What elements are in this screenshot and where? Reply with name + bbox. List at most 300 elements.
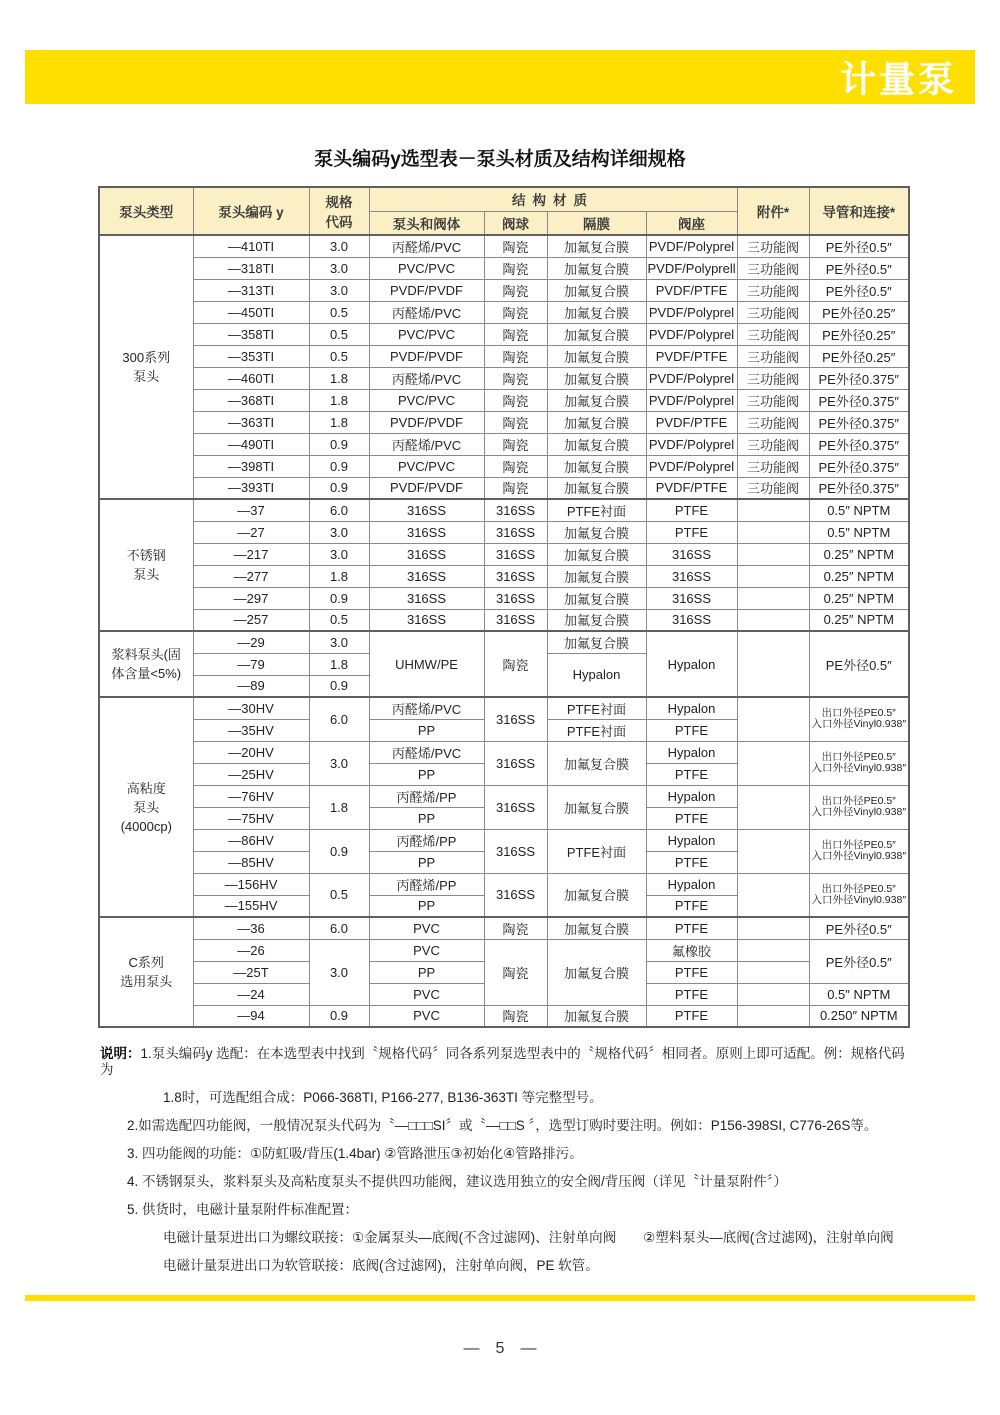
table-cell: PTFE <box>646 983 737 1005</box>
table-cell: PVDF/Polyprel <box>646 367 737 389</box>
table-cell-line: 入口外径Vinyl0.938″ <box>811 893 907 906</box>
table-cell: Hypalon <box>646 873 737 895</box>
table-cell: 316SS <box>646 565 737 587</box>
table-cell: 丙醛烯/PVC <box>369 367 484 389</box>
table-row <box>99 631 909 653</box>
table-cell: 三功能阀 <box>737 433 809 455</box>
table-cell: PE外径0.5″ <box>809 235 909 257</box>
table-cell: PP <box>369 807 484 829</box>
table-cell: —363TI <box>193 411 309 433</box>
table-cell: 加氟复合膜 <box>547 587 646 609</box>
table-cell: 丙醛烯/PVC <box>369 433 484 455</box>
table-cell: PVC <box>369 939 484 961</box>
table-cell: 316SS <box>369 587 484 609</box>
table-row <box>99 543 909 565</box>
table-cell-line: 入口外径Vinyl0.938″ <box>811 806 907 818</box>
table-cell: 丙醛烯/PVC <box>369 741 484 763</box>
table-cell <box>809 829 909 873</box>
table-cell: 316SS <box>484 785 547 829</box>
table-row <box>99 279 909 301</box>
table-cell: PVC <box>369 983 484 1005</box>
table-row <box>99 301 909 323</box>
table-cell-line: 入口外径Vinyl0.938″ <box>811 762 907 774</box>
table-cell: PE外径0.5″ <box>809 939 909 983</box>
table-cell: —29 <box>193 631 309 653</box>
table-cell: 三功能阀 <box>737 477 809 499</box>
page-number-dash-left: — <box>463 1340 480 1357</box>
table-cell: 陶瓷 <box>484 367 547 389</box>
table-cell: 三功能阀 <box>737 367 809 389</box>
table-cell: 三功能阀 <box>737 389 809 411</box>
table-cell: PVDF/PTFE <box>646 345 737 367</box>
table-cell: 陶瓷 <box>484 389 547 411</box>
table-cell: 加氟复合膜 <box>547 301 646 323</box>
table-cell: —27 <box>193 521 309 543</box>
table-cell <box>737 829 809 873</box>
table-cell: PTFE <box>646 961 737 983</box>
table-cell-line: 入口外径Vinyl0.938″ <box>811 718 907 731</box>
table-cell: 陶瓷 <box>484 477 547 499</box>
table-cell: —30HV <box>193 697 309 719</box>
table-cell <box>737 917 809 939</box>
table-cell: 316SS <box>484 587 547 609</box>
page-title: 泵头编码y选型表－泵头材质及结构详细规格 <box>314 149 686 170</box>
table-row <box>99 499 909 521</box>
table-cell: Hypalon <box>547 653 646 697</box>
table-cell <box>737 609 809 631</box>
table-cell: 加氟复合膜 <box>547 521 646 543</box>
table-cell: 316SS <box>484 741 547 785</box>
table-cell: PVDF/Polyprel <box>646 433 737 455</box>
table-cell: 316SS <box>646 543 737 565</box>
table-cell: PTFE衬面 <box>547 499 646 521</box>
table-cell: —217 <box>193 543 309 565</box>
table-cell: 316SS <box>484 873 547 917</box>
table-cell: 316SS <box>369 609 484 631</box>
table-cell: PVC <box>369 1005 484 1027</box>
table-cell: 三功能阀 <box>737 455 809 477</box>
table-cell <box>737 543 809 565</box>
header-banner <box>25 50 975 104</box>
table-cell: 0.25″ NPTM <box>809 543 909 565</box>
table-cell: 0.5 <box>309 301 369 323</box>
table-cell: 丙醛烯/PVC <box>369 697 484 719</box>
table-cell: 陶瓷 <box>484 455 547 477</box>
footer-rule <box>25 1295 975 1301</box>
table-cell: 316SS <box>369 499 484 521</box>
table-cell <box>737 631 809 697</box>
banner-title: 计量泵 <box>839 58 957 100</box>
table-row <box>99 235 909 257</box>
table-cell: PE外径0.375″ <box>809 477 909 499</box>
table-cell: Hypalon <box>646 741 737 763</box>
table-cell: —89 <box>193 675 309 697</box>
spec-table-body <box>99 235 909 1027</box>
page-number-value: 5 <box>495 1340 505 1357</box>
table-cell: PVDF/Polyprel <box>646 323 737 345</box>
table-cell: 0.5 <box>309 609 369 631</box>
table-cell: PP <box>369 851 484 873</box>
table-cell: 0.9 <box>309 1005 369 1027</box>
table-cell <box>809 873 909 917</box>
table-cell: —353TI <box>193 345 309 367</box>
table-cell: 三功能阀 <box>737 411 809 433</box>
table-cell: 加氟复合膜 <box>547 565 646 587</box>
note-line: 4. 不锈钢泵头，浆料泵头及高粘度泵头不提供四功能阀，建议选用独立的安全阀/背压阀（详见〝计量泵附件〞） <box>127 1174 788 1189</box>
table-cell: 0.5″ NPTM <box>809 521 909 543</box>
table-cell: PTFE <box>646 895 737 917</box>
table-cell: 加氟复合膜 <box>547 477 646 499</box>
table-row <box>99 565 909 587</box>
table-row <box>99 433 909 455</box>
table-cell: 0.9 <box>309 829 369 873</box>
table-cell: 三功能阀 <box>737 301 809 323</box>
table-cell: 0.9 <box>309 477 369 499</box>
table-cell: PVC <box>369 917 484 939</box>
table-cell: 1.8 <box>309 653 369 675</box>
table-cell <box>737 499 809 521</box>
table-cell: 陶瓷 <box>484 433 547 455</box>
table-cell: 陶瓷 <box>484 1005 547 1027</box>
note-line: 说明：1.泵头编码y 选配：在本选型表中找到〝规格代码〞同各系列泵选型表中的〝规格代码〞相同者。原则上即可适配。例：规格代码为 <box>100 1046 905 1077</box>
table-row <box>99 477 909 499</box>
table-cell: 0.9 <box>309 455 369 477</box>
table-cell: Hypalon <box>646 829 737 851</box>
table-cell: 三功能阀 <box>737 323 809 345</box>
header-tubing: 导管和连接* <box>809 187 909 235</box>
table-cell <box>737 785 809 829</box>
note-line: 电磁计量泵进出口为螺纹联接：①金属泵头—底阀(不含过滤网)、注射单向阀 ②塑料泵头—底阀(含过滤网)，注射单向阀 <box>163 1230 894 1245</box>
table-cell: 加氟复合膜 <box>547 455 646 477</box>
table-cell: —76HV <box>193 785 309 807</box>
table-row <box>99 873 909 895</box>
table-cell: 316SS <box>369 543 484 565</box>
table-row <box>99 455 909 477</box>
table-cell: PVDF/PTFE <box>646 477 737 499</box>
table-cell: 3.0 <box>309 235 369 257</box>
table-cell: 加氟复合膜 <box>547 609 646 631</box>
section-label: C系列 选用泵头 <box>99 917 193 1027</box>
table-cell: 丙醛烯/PP <box>369 785 484 807</box>
header-spec-line1: 规格 <box>325 195 353 210</box>
notes-section <box>100 1046 916 1286</box>
table-row <box>99 917 909 939</box>
note-line: 2.如需选配四功能阀，一般情况泵头代码为〝—□□□SI〞或〝—□□S 〞，选型订购时要注明。例如：P156-398SI, C776-26S等。 <box>127 1118 878 1133</box>
header-row-1 <box>99 187 909 211</box>
header-head-valve-body: 泵头和阀体 <box>369 211 484 235</box>
table-cell: 加氟复合膜 <box>547 741 646 785</box>
table-cell: PE外径0.375″ <box>809 411 909 433</box>
table-cell: 陶瓷 <box>484 411 547 433</box>
table-cell: PVDF/PVDF <box>369 345 484 367</box>
table-cell: 丙醛烯/PP <box>369 829 484 851</box>
page-number-dash-right: — <box>520 1340 537 1357</box>
table-cell: 三功能阀 <box>737 279 809 301</box>
table-cell: 1.8 <box>309 411 369 433</box>
header-accessory: 附件* <box>737 187 809 235</box>
table-cell: PVDF/PVDF <box>369 477 484 499</box>
table-cell <box>737 983 809 1005</box>
table-cell: 3.0 <box>309 631 369 653</box>
table-cell: —25T <box>193 961 309 983</box>
table-cell: —94 <box>193 1005 309 1027</box>
table-row <box>99 345 909 367</box>
table-cell: 加氟复合膜 <box>547 235 646 257</box>
table-cell <box>737 961 809 983</box>
table-cell: 3.0 <box>309 939 369 1005</box>
table-cell: 1.8 <box>309 367 369 389</box>
table-cell: —318TI <box>193 257 309 279</box>
table-cell: 6.0 <box>309 697 369 741</box>
table-cell: —37 <box>193 499 309 521</box>
table-cell: 316SS <box>646 609 737 631</box>
table-cell <box>737 741 809 785</box>
table-cell: 0.5 <box>309 345 369 367</box>
table-cell: Hypalon <box>646 631 737 697</box>
table-cell: 0.5″ NPTM <box>809 499 909 521</box>
table-cell: 0.9 <box>309 675 369 697</box>
note-line: 电磁计量泵进出口为软管联接：底阀(含过滤网)，注射单向阀，PE 软管。 <box>163 1258 599 1273</box>
table-cell: 316SS <box>484 521 547 543</box>
header-code: 泵头编码 y <box>193 187 309 235</box>
table-cell <box>809 741 909 785</box>
table-cell: Hypalon <box>646 785 737 807</box>
table-header <box>99 187 909 235</box>
table-cell: —36 <box>193 917 309 939</box>
table-cell: PVDF/PTFE <box>646 411 737 433</box>
table-cell: —410TI <box>193 235 309 257</box>
table-cell: 加氟复合膜 <box>547 389 646 411</box>
table-cell: —368TI <box>193 389 309 411</box>
table-cell: 316SS <box>484 829 547 873</box>
table-cell: 三功能阀 <box>737 257 809 279</box>
table-cell: 316SS <box>646 587 737 609</box>
table-cell: PE外径0.375″ <box>809 433 909 455</box>
table-cell: 1.8 <box>309 785 369 829</box>
table-cell: —79 <box>193 653 309 675</box>
table-cell: 陶瓷 <box>484 917 547 939</box>
table-cell: —490TI <box>193 433 309 455</box>
table-cell: —297 <box>193 587 309 609</box>
table-cell: 0.9 <box>309 587 369 609</box>
table-cell: PVC/PVC <box>369 389 484 411</box>
table-cell: PVC/PVC <box>369 323 484 345</box>
table-cell <box>737 521 809 543</box>
table-cell: 陶瓷 <box>484 279 547 301</box>
table-cell: PTFE <box>646 719 737 741</box>
table-cell: PTFE <box>646 763 737 785</box>
table-cell: 加氟复合膜 <box>547 631 646 653</box>
table-cell: 0.5″ NPTM <box>809 983 909 1005</box>
table-cell: 3.0 <box>309 257 369 279</box>
header-spec-code <box>309 187 369 235</box>
table-cell: 陶瓷 <box>484 235 547 257</box>
table-cell <box>809 697 909 741</box>
table-cell: 加氟复合膜 <box>547 433 646 455</box>
table-cell: PVDF/Polyprel <box>646 301 737 323</box>
table-cell: —277 <box>193 565 309 587</box>
table-cell: 3.0 <box>309 543 369 565</box>
table-cell: 陶瓷 <box>484 631 547 697</box>
table-cell: PP <box>369 961 484 983</box>
table-cell: —24 <box>193 983 309 1005</box>
table-cell: 316SS <box>369 521 484 543</box>
table-cell <box>737 939 809 961</box>
header-spec-line2: 代码 <box>325 215 353 230</box>
table-cell-line: 出口外径PE0.5″ <box>821 839 896 851</box>
table-cell: 316SS <box>484 543 547 565</box>
table-cell <box>737 1005 809 1027</box>
table-cell: 三功能阀 <box>737 235 809 257</box>
table-cell: PE外径0.375″ <box>809 367 909 389</box>
table-cell: 1.8 <box>309 389 369 411</box>
table-cell: PE外径0.375″ <box>809 389 909 411</box>
table-cell: 0.250″ NPTM <box>809 1005 909 1027</box>
table-row <box>99 389 909 411</box>
table-cell: 316SS <box>484 609 547 631</box>
table-cell: 丙醛烯/PVC <box>369 301 484 323</box>
table-cell: PE外径0.5″ <box>809 257 909 279</box>
note-line: 1.8时，可选配组合成：P066-368TI, P166-277, B136-363TI 等完整型号。 <box>163 1090 603 1105</box>
section-label: 不锈钢 泵头 <box>99 499 193 631</box>
table-cell: 1.8 <box>309 565 369 587</box>
header-structure-material: 结构材质 <box>369 187 737 211</box>
table-row <box>99 829 909 851</box>
note-line: 5. 供货时，电磁计量泵附件标准配置： <box>127 1202 359 1217</box>
table-cell: 加氟复合膜 <box>547 367 646 389</box>
table-row <box>99 257 909 279</box>
table-cell <box>737 565 809 587</box>
table-cell-line: 出口外径PE0.5″ <box>821 795 896 807</box>
table-cell: PE外径0.25″ <box>809 345 909 367</box>
table-cell: 陶瓷 <box>484 257 547 279</box>
table-cell: —313TI <box>193 279 309 301</box>
header-valve-seat: 阀座 <box>646 211 737 235</box>
table-cell: 加氟复合膜 <box>547 873 646 917</box>
table-cell: 0.25″ NPTM <box>809 609 909 631</box>
note-line: 3. 四功能阀的功能：①防虹吸/背压(1.4bar) ②管路泄压③初始化④管路排污。 <box>127 1146 583 1161</box>
table-row <box>99 939 909 961</box>
table-cell: PVDF/Polyprel <box>646 455 737 477</box>
table-cell-line: 入口外径Vinyl0.938″ <box>811 850 907 862</box>
table-cell: 316SS <box>484 499 547 521</box>
table-cell: PTFE <box>646 499 737 521</box>
table-cell: 陶瓷 <box>484 345 547 367</box>
table-cell: PP <box>369 719 484 741</box>
table-row <box>99 367 909 389</box>
table-cell: —450TI <box>193 301 309 323</box>
table-cell: —257 <box>193 609 309 631</box>
table-cell: PVC/PVC <box>369 455 484 477</box>
table-cell: PTFE <box>646 807 737 829</box>
table-cell <box>737 587 809 609</box>
table-cell: 加氟复合膜 <box>547 543 646 565</box>
table-cell: —35HV <box>193 719 309 741</box>
table-cell: —155HV <box>193 895 309 917</box>
header-pump-type: 泵头类型 <box>99 187 193 235</box>
table-cell: 陶瓷 <box>484 939 547 1005</box>
table-cell <box>737 697 809 741</box>
table-cell: 加氟复合膜 <box>547 939 646 1005</box>
table-cell: —85HV <box>193 851 309 873</box>
table-cell: 加氟复合膜 <box>547 345 646 367</box>
table-cell: 3.0 <box>309 521 369 543</box>
table-cell: PE外径0.25″ <box>809 301 909 323</box>
table-cell: PVDF/PVDF <box>369 411 484 433</box>
table-cell: Hypalon <box>646 697 737 719</box>
table-cell: 加氟复合膜 <box>547 323 646 345</box>
table-cell: 加氟复合膜 <box>547 257 646 279</box>
table-cell: 加氟复合膜 <box>547 917 646 939</box>
section-label: 浆料泵头(固 体含量<5%) <box>99 631 193 697</box>
table-row <box>99 323 909 345</box>
header-diaphragm: 隔膜 <box>547 211 646 235</box>
table-cell <box>737 873 809 917</box>
table-cell: 加氟复合膜 <box>547 1005 646 1027</box>
table-cell: —358TI <box>193 323 309 345</box>
table-cell: —25HV <box>193 763 309 785</box>
table-cell: PE外径0.5″ <box>809 279 909 301</box>
table-cell-line: 出口外径PE0.5″ <box>821 751 896 763</box>
table-cell: 6.0 <box>309 917 369 939</box>
table-cell: PVDF/Polyprel <box>646 389 737 411</box>
section-label: 300系列 泵头 <box>99 235 193 499</box>
table-cell: —26 <box>193 939 309 961</box>
table-cell: PP <box>369 763 484 785</box>
table-cell: PTFE <box>646 1005 737 1027</box>
table-cell: 316SS <box>369 565 484 587</box>
table-cell-line: 出口外径PE0.5″ <box>821 882 896 895</box>
table-cell: 6.0 <box>309 499 369 521</box>
table-cell: 0.5 <box>309 873 369 917</box>
table-cell: PTFE <box>646 851 737 873</box>
table-cell: 0.25″ NPTM <box>809 587 909 609</box>
table-cell: PVDF/Polyprell <box>646 257 737 279</box>
table-row <box>99 1005 909 1027</box>
pump-head-spec-table <box>98 186 910 1028</box>
table-cell: PVDF/PTFE <box>646 279 737 301</box>
table-cell: PTFE衬面 <box>547 829 646 873</box>
table-cell: 316SS <box>484 565 547 587</box>
table-row <box>99 697 909 719</box>
table-cell: 0.5 <box>309 323 369 345</box>
table-cell: PE外径0.25″ <box>809 323 909 345</box>
table-cell: —398TI <box>193 455 309 477</box>
section-label: 高粘度 泵头 (4000cp) <box>99 697 193 917</box>
table-row <box>99 411 909 433</box>
table-cell: PP <box>369 895 484 917</box>
note-label: 说明： <box>100 1046 141 1061</box>
table-cell: 陶瓷 <box>484 323 547 345</box>
table-cell: PE外径0.375″ <box>809 455 909 477</box>
table-cell: UHMW/PE <box>369 631 484 697</box>
table-cell: PTFE <box>646 521 737 543</box>
table-row <box>99 741 909 763</box>
table-cell: 3.0 <box>309 741 369 785</box>
table-cell: 氟橡胶 <box>646 939 737 961</box>
table-cell: PVDF/Polyprel <box>646 235 737 257</box>
table-row <box>99 785 909 807</box>
table-cell: PVC/PVC <box>369 257 484 279</box>
table-row <box>99 609 909 631</box>
table-cell: PE外径0.5″ <box>809 917 909 939</box>
table-cell: 0.25″ NPTM <box>809 565 909 587</box>
table-cell: 三功能阀 <box>737 345 809 367</box>
table-cell: PVDF/PVDF <box>369 279 484 301</box>
table-cell-line: 出口外径PE0.5″ <box>821 707 896 720</box>
table-cell: —460TI <box>193 367 309 389</box>
table-cell <box>809 785 909 829</box>
